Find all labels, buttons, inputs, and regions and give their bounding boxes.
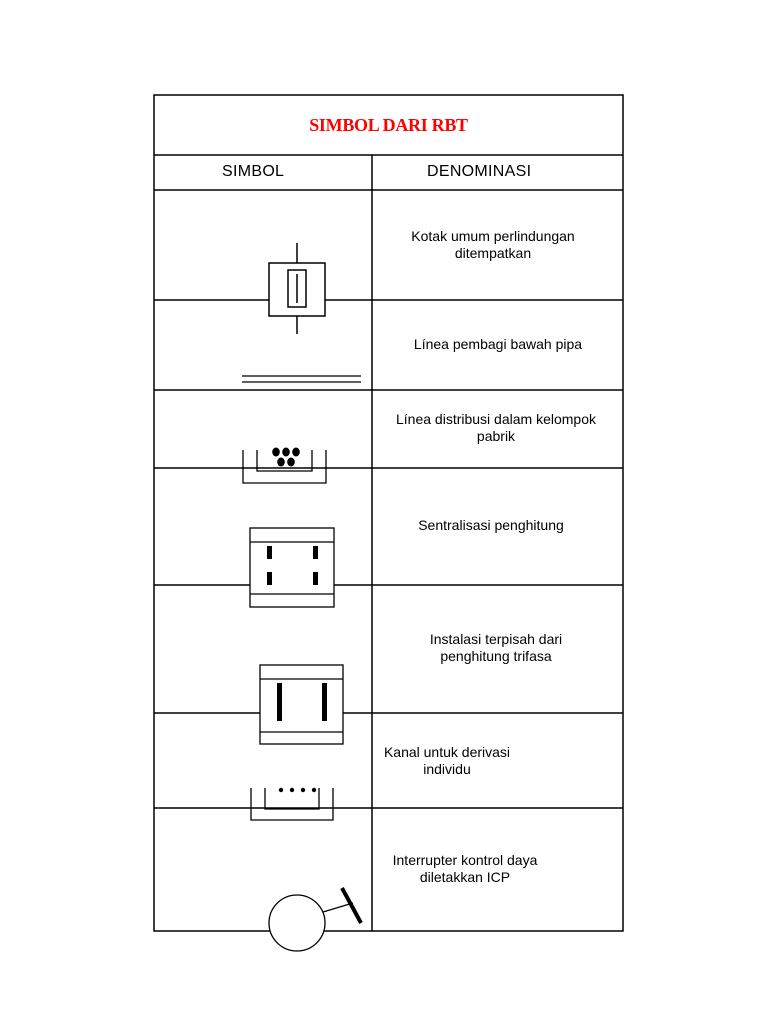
three-phase-meter-icon [260,665,343,744]
dotted-channel-icon [243,448,326,484]
header-simbol: SIMBOL [222,163,285,180]
row-6-denominasi: Kanal untuk derivasi individu [383,744,511,777]
derivation-channel-icon [251,788,333,820]
protection-box-icon [269,243,325,334]
page-title: SIMBOL DARI RBT [309,115,468,135]
header-denominasi: DENOMINASI [427,163,532,180]
double-line-icon [242,376,361,382]
row-7-denominasi: Interrupter kontrol daya diletakkan ICP [392,852,538,885]
row-5-denominasi: Instalasi terpisah dari penghitung trifasa [429,631,563,664]
row-2-denominasi: Línea pembagi bawah pipa [413,336,583,352]
row-3-denominasi: Línea distribusi dalam kelompok pabrik [396,411,596,444]
row-4-denominasi: Sentralisasi penghitung [418,517,564,533]
icp-switch-icon [269,888,361,951]
row-1-denominasi: Kotak umum perlindungan ditempatkan [411,228,575,261]
table-border [154,95,623,931]
meter-centralization-icon [250,528,334,607]
